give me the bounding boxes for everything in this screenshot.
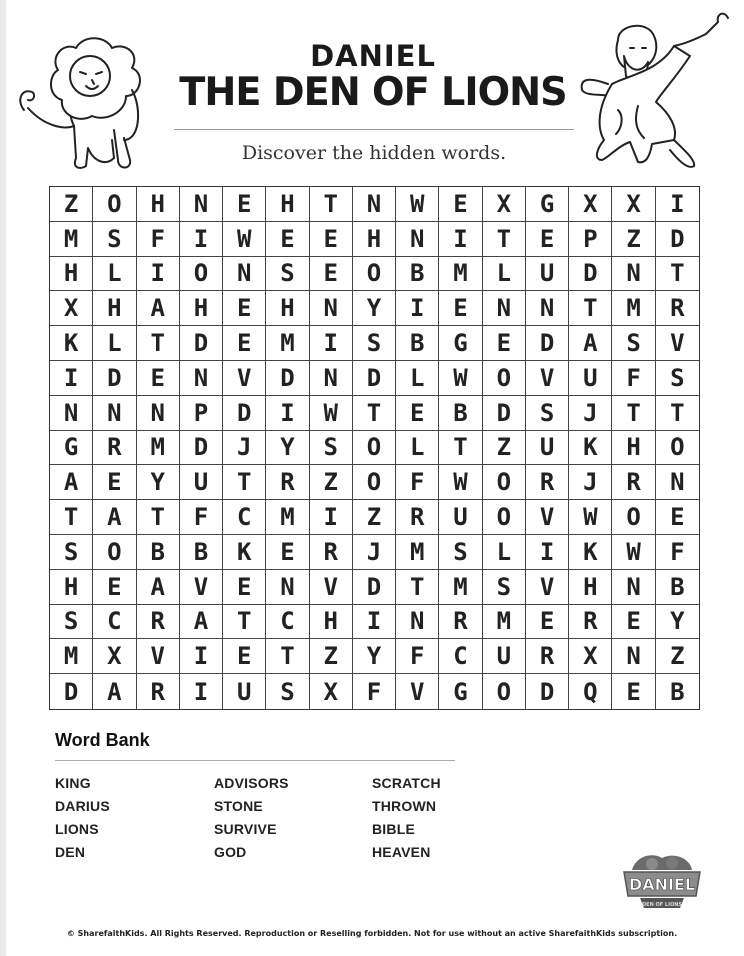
grid-cell: R (569, 605, 612, 640)
grid-cell: V (137, 639, 180, 674)
grid-cell: K (569, 431, 612, 466)
grid-cell: R (526, 639, 569, 674)
grid-cell: E (439, 187, 482, 222)
grid-cell: H (180, 291, 223, 326)
grid-cell: S (50, 535, 93, 570)
grid-cell: F (656, 535, 699, 570)
grid-cell: E (656, 500, 699, 535)
grid-cell: B (656, 570, 699, 605)
grid-cell: E (223, 570, 266, 605)
grid-cell: E (223, 291, 266, 326)
grid-cell: N (180, 361, 223, 396)
title-divider (174, 129, 574, 130)
grid-cell: P (569, 222, 612, 257)
grid-cell: N (396, 605, 439, 640)
grid-cell: M (439, 570, 482, 605)
grid-cell: V (396, 674, 439, 709)
grid-cell: L (93, 326, 136, 361)
word-bank-item: HEAVEN (372, 844, 431, 860)
grid-cell: M (266, 326, 309, 361)
grid-cell: S (656, 361, 699, 396)
grid-cell: I (353, 605, 396, 640)
grid-cell: L (483, 257, 526, 292)
page-edge (0, 0, 6, 956)
word-bank-column-2 (214, 772, 289, 864)
grid-cell: E (266, 535, 309, 570)
grid-cell: L (396, 361, 439, 396)
grid-cell: V (526, 361, 569, 396)
grid-cell: S (612, 326, 655, 361)
grid-cell: C (223, 500, 266, 535)
grid-cell: R (137, 674, 180, 709)
grid-cell: R (612, 465, 655, 500)
grid-cell: V (526, 500, 569, 535)
grid-cell: R (439, 605, 482, 640)
grid-cell: V (223, 361, 266, 396)
grid-cell: J (569, 396, 612, 431)
grid-cell: H (353, 222, 396, 257)
grid-cell: E (396, 396, 439, 431)
grid-cell: D (483, 396, 526, 431)
grid-cell: I (396, 291, 439, 326)
grid-cell: K (569, 535, 612, 570)
grid-cell: M (50, 222, 93, 257)
grid-cell: W (612, 535, 655, 570)
grid-cell: U (569, 361, 612, 396)
grid-cell: X (483, 187, 526, 222)
grid-cell: W (439, 361, 482, 396)
grid-cell: O (93, 187, 136, 222)
grid-cell: O (353, 465, 396, 500)
grid-cell: T (656, 396, 699, 431)
grid-cell: F (137, 222, 180, 257)
grid-cell: D (353, 570, 396, 605)
grid-cell: O (353, 257, 396, 292)
grid-cell: D (266, 361, 309, 396)
grid-cell: R (137, 605, 180, 640)
grid-cell: I (310, 500, 353, 535)
grid-cell: T (310, 187, 353, 222)
title-block (150, 40, 596, 114)
grid-cell: U (439, 500, 482, 535)
word-bank-item: DARIUS (55, 798, 110, 814)
grid-cell: V (656, 326, 699, 361)
copyright-footer: © SharefaithKids. All Rights Reserved. Reproduction or Reselling forbidden. Not for use without an active SharefaithKids subscription. (66, 929, 678, 938)
grid-cell: G (439, 326, 482, 361)
word-bank-item: KING (55, 775, 91, 791)
grid-cell: S (310, 431, 353, 466)
grid-cell: E (223, 326, 266, 361)
grid-cell: I (656, 187, 699, 222)
grid-cell: E (612, 605, 655, 640)
word-bank-item: DEN (55, 844, 86, 860)
grid-cell: D (50, 674, 93, 709)
grid-cell: W (310, 396, 353, 431)
grid-cell: U (483, 639, 526, 674)
grid-cell: Z (483, 431, 526, 466)
grid-cell: N (180, 187, 223, 222)
grid-cell: P (180, 396, 223, 431)
grid-cell: N (266, 570, 309, 605)
grid-cell: B (670, 677, 685, 706)
grid-cell: X (310, 674, 353, 709)
grid-cell: T (439, 431, 482, 466)
grid-cell: L (483, 535, 526, 570)
grid-cell: R (266, 465, 309, 500)
grid-cell: S (93, 222, 136, 257)
logo-subtext: DEN OF LIONS (642, 902, 682, 908)
grid-cell: N (137, 396, 180, 431)
word-bank-item: ADVISORS (214, 775, 289, 791)
grid-cell: I (439, 222, 482, 257)
grid-cell: W (223, 222, 266, 257)
grid-cell: D (180, 431, 223, 466)
grid-cell: D (353, 361, 396, 396)
grid-cell: I (526, 535, 569, 570)
grid-cell: T (266, 639, 309, 674)
title-line-2: THE DEN OF LIONS (179, 70, 567, 115)
grid-cell: D (526, 326, 569, 361)
lion-illustration (14, 30, 164, 178)
grid-cell: D (180, 326, 223, 361)
grid-cell: D (223, 396, 266, 431)
grid-cell: S (266, 257, 309, 292)
grid-cell: I (180, 674, 223, 709)
grid-cell: K (50, 326, 93, 361)
grid-cell: I (310, 326, 353, 361)
grid-cell: G (526, 187, 569, 222)
grid-cell: M (612, 291, 655, 326)
grid-cell: A (93, 500, 136, 535)
grid-cell: E (526, 605, 569, 640)
word-bank-column-3 (372, 772, 441, 864)
grid-cell: H (266, 291, 309, 326)
grid-cell: Y (137, 465, 180, 500)
grid-cell: B (439, 396, 482, 431)
grid-cell: E (137, 361, 180, 396)
daniel-illustration (578, 10, 738, 172)
grid-cell: N (396, 222, 439, 257)
grid-cell: N (50, 396, 93, 431)
grid-cell: I (137, 257, 180, 292)
grid-cell: E (310, 222, 353, 257)
grid-cell: R (396, 500, 439, 535)
grid-cell: X (569, 639, 612, 674)
grid-cell: X (612, 187, 655, 222)
grid-cell: Y (656, 605, 699, 640)
grid-cell: X (50, 291, 93, 326)
grid-cell: T (50, 500, 93, 535)
grid-cell: M (439, 257, 482, 292)
grid-cell: U (180, 465, 223, 500)
grid-cell: R (656, 291, 699, 326)
grid-cell: O (483, 465, 526, 500)
grid-cell: S (526, 396, 569, 431)
grid-cell: L (396, 431, 439, 466)
grid-cell: E (223, 187, 266, 222)
grid-cell: Z (612, 222, 655, 257)
grid-cell: T (656, 257, 699, 292)
grid-cell: J (353, 535, 396, 570)
grid-cell: H (93, 291, 136, 326)
grid-cell: E (439, 291, 482, 326)
grid-cell: A (137, 291, 180, 326)
grid-cell: T (223, 465, 266, 500)
grid-cell: C (266, 605, 309, 640)
grid-cell: T (569, 291, 612, 326)
grid-cell: V (526, 570, 569, 605)
grid-cell: J (569, 465, 612, 500)
grid-cell: X (569, 187, 612, 222)
daniel-logo-icon (622, 852, 702, 914)
grid-cell: E (526, 222, 569, 257)
grid-cell: J (223, 431, 266, 466)
grid-cell: U (526, 257, 569, 292)
grid-cell: N (612, 639, 655, 674)
grid-cell: U (526, 431, 569, 466)
grid-cell: M (483, 605, 526, 640)
grid-cell: O (483, 674, 526, 709)
grid-cell: N (93, 396, 136, 431)
grid-cell: C (439, 639, 482, 674)
grid-cell: D (569, 257, 612, 292)
word-search-grid (49, 186, 700, 710)
grid-cell: N (310, 291, 353, 326)
grid-cell: E (310, 257, 353, 292)
grid-cell: N (223, 257, 266, 292)
grid-cell: E (483, 326, 526, 361)
word-bank-divider (55, 760, 455, 761)
grid-cell: G (50, 431, 93, 466)
grid-cell: T (137, 500, 180, 535)
grid-cell: H (310, 605, 353, 640)
grid-cell: O (483, 361, 526, 396)
grid-cell: Q (569, 674, 612, 709)
grid-cell: N (656, 465, 699, 500)
grid-cell: T (396, 570, 439, 605)
grid-cell: N (310, 361, 353, 396)
grid-cell: A (137, 570, 180, 605)
grid-cell: O (180, 257, 223, 292)
grid-cell: T (483, 222, 526, 257)
grid-cell: Z (656, 639, 699, 674)
grid-cell: L (93, 257, 136, 292)
grid-cell: O (483, 500, 526, 535)
grid-cell: Z (353, 500, 396, 535)
grid-cell: H (137, 187, 180, 222)
grid-cell: Z (310, 465, 353, 500)
grid-cell: D (656, 222, 699, 257)
grid-cell: N (612, 257, 655, 292)
grid-cell: T (223, 605, 266, 640)
grid-cell: R (93, 431, 136, 466)
grid-cell: N (612, 570, 655, 605)
grid-cell: N (483, 291, 526, 326)
grid-cell: U (223, 674, 266, 709)
grid-cell: B (180, 535, 223, 570)
word-bank-item: BIBLE (372, 821, 415, 837)
grid-cell: T (612, 396, 655, 431)
word-bank-column-1 (55, 772, 110, 864)
grid-cell: S (50, 605, 93, 640)
word-bank-item: GOD (214, 844, 247, 860)
grid-cell: T (137, 326, 180, 361)
grid-cell: S (483, 570, 526, 605)
grid-cell: Z (310, 639, 353, 674)
word-bank-item: SURVIVE (214, 821, 277, 837)
grid-cell: I (180, 222, 223, 257)
grid-cell: O (612, 500, 655, 535)
grid-cell: M (50, 639, 93, 674)
grid-cell: M (396, 535, 439, 570)
grid-cell: A (180, 605, 223, 640)
grid-cell: D (526, 674, 569, 709)
grid-cell: B (396, 326, 439, 361)
grid-cell: H (50, 570, 93, 605)
grid-cell: R (310, 535, 353, 570)
grid-cell: W (569, 500, 612, 535)
grid-cell: F (396, 639, 439, 674)
grid-cell: Z (50, 187, 93, 222)
grid-cell: S (266, 674, 309, 709)
grid-cell: X (93, 639, 136, 674)
title-line-1: DANIEL (310, 39, 436, 73)
grid-cell: C (93, 605, 136, 640)
grid-cell: Y (353, 639, 396, 674)
grid-cell: K (223, 535, 266, 570)
grid-cell: N (353, 187, 396, 222)
grid-cell: F (353, 674, 396, 709)
grid-cell: Y (266, 431, 309, 466)
grid-cell: W (439, 465, 482, 500)
grid-cell: Y (353, 291, 396, 326)
grid-cell: F (612, 361, 655, 396)
grid-cell: O (353, 431, 396, 466)
grid-cell: G (439, 674, 482, 709)
grid-cell: V (180, 570, 223, 605)
grid-cell: R (526, 465, 569, 500)
grid-cell: S (353, 326, 396, 361)
grid-cell: H (266, 187, 309, 222)
word-bank-item: LIONS (55, 821, 99, 837)
grid-cell: A (93, 674, 136, 709)
grid-cell: E (93, 465, 136, 500)
grid-cell: F (396, 465, 439, 500)
grid-cell: H (569, 570, 612, 605)
grid-cell: V (310, 570, 353, 605)
grid-cell: T (353, 396, 396, 431)
grid-cell: B (396, 257, 439, 292)
word-bank-title: Word Bank (55, 730, 150, 750)
grid-cell: E (223, 639, 266, 674)
grid-cell: E (266, 222, 309, 257)
word-bank-item: THROWN (372, 798, 437, 814)
grid-cell: H (50, 257, 93, 292)
logo-text: DANIEL (628, 875, 696, 894)
grid-cell: I (266, 396, 309, 431)
word-bank-item: STONE (214, 798, 263, 814)
grid-cell: B (137, 535, 180, 570)
grid-cell: A (50, 465, 93, 500)
subtitle: Discover the hidden words. (241, 142, 507, 164)
grid-cell: E (612, 674, 655, 709)
grid-cell: W (396, 187, 439, 222)
grid-cell: E (93, 570, 136, 605)
grid-cell: O (656, 431, 699, 466)
grid-cell: H (612, 431, 655, 466)
grid-cell: D (93, 361, 136, 396)
grid-cell: S (439, 535, 482, 570)
grid-cell: M (137, 431, 180, 466)
grid-cell: I (50, 361, 93, 396)
grid-cell: I (180, 639, 223, 674)
grid-cell: A (569, 326, 612, 361)
word-bank-item: SCRATCH (372, 775, 441, 791)
grid-cell: O (93, 535, 136, 570)
grid-cell: F (180, 500, 223, 535)
grid-cell: N (526, 291, 569, 326)
grid-cell: M (266, 500, 309, 535)
